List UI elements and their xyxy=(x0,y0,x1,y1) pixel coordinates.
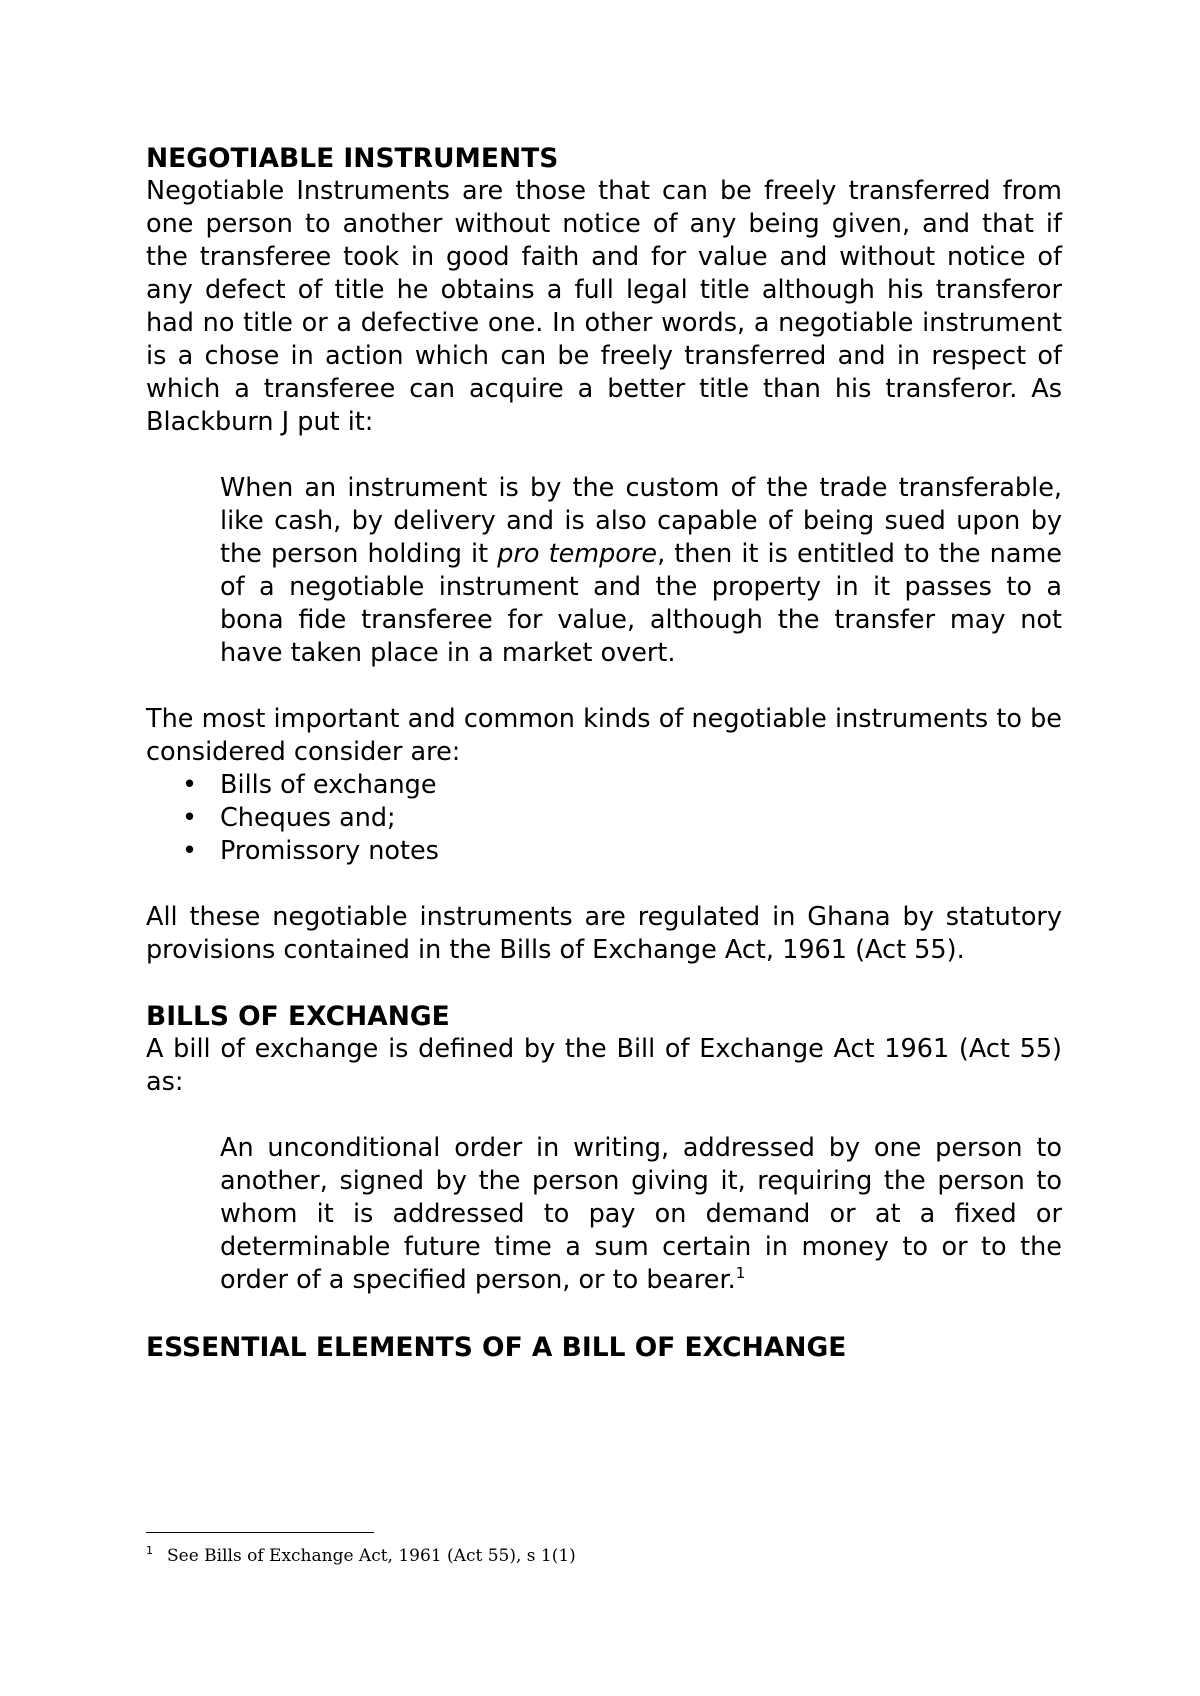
blackburn-quote xyxy=(220,472,1062,670)
quote-text-part2: , then it is entitled to the name of a negotiable instrument and the property in it passes to a bona fide transferee for value, although the transfer may not have taken place in a market overt. xyxy=(220,539,1062,668)
footnote-number: 1 xyxy=(146,1544,153,1557)
quote-text-part1: When an instrument is by the custom of the trade transferable, like cash, by delivery and is also capable of being sued upon by the person holding it xyxy=(220,473,1062,569)
regulation-paragraph: All these negotiable instruments are regulated in Ghana by statutory provisions contained in the Bills of Exchange Act, 1961 (Act 55). xyxy=(146,902,1062,965)
footnote-reference[interactable]: 1 xyxy=(735,1264,746,1282)
bullet-icon: • xyxy=(182,836,198,866)
footnote-text: See Bills of Exchange Act, 1961 (Act 55), s 1(1) xyxy=(167,1546,576,1566)
heading-essential-elements: ESSENTIAL ELEMENTS OF A BILL OF EXCHANGE xyxy=(146,1332,847,1363)
bullet-icon: • xyxy=(182,770,198,800)
bullet-icon: • xyxy=(182,803,198,833)
quote-italic-term: pro tempore xyxy=(497,539,658,569)
bill-definition-intro: A bill of exchange is defined by the Bill of Exchange Act 1961 (Act 55) as: xyxy=(146,1034,1062,1097)
kinds-intro-paragraph: The most important and common kinds of negotiable instruments to be considered consider are: xyxy=(146,704,1062,767)
bill-quote-text: An unconditional order in writing, addressed by one person to another, signed by the person giving it, requiring the person to whom it is addressed to pay on demand or at a fixed or determinable future time a sum certain in money to or to the order of a specified person, or to bearer. xyxy=(220,1133,1062,1295)
list-item: • Promissory notes xyxy=(182,836,439,866)
footnote xyxy=(146,1540,576,1567)
heading-bills-of-exchange: BILLS OF EXCHANGE xyxy=(146,1001,450,1032)
footnote-separator xyxy=(146,1532,374,1533)
kinds-list xyxy=(146,769,1062,868)
document-body xyxy=(146,142,1062,1364)
list-item: • Bills of exchange xyxy=(182,770,437,800)
list-item: • Cheques and; xyxy=(182,803,396,833)
definition-paragraph: Negotiable Instruments are those that can be freely transferred from one person to another without notice of any being given, and that if the transferee took in good faith and for value and without notice of any defect of title he obtains a full legal title although his transferor had no title or a defective one. In other words, a negotiable instrument is a chose in action which can be freely transferred and in respect of which a transferee can acquire a better title than his transferor. As Blackburn J put it: xyxy=(146,176,1062,437)
bill-definition-quote xyxy=(220,1132,1062,1297)
heading-negotiable-instruments: NEGOTIABLE INSTRUMENTS xyxy=(146,143,559,174)
